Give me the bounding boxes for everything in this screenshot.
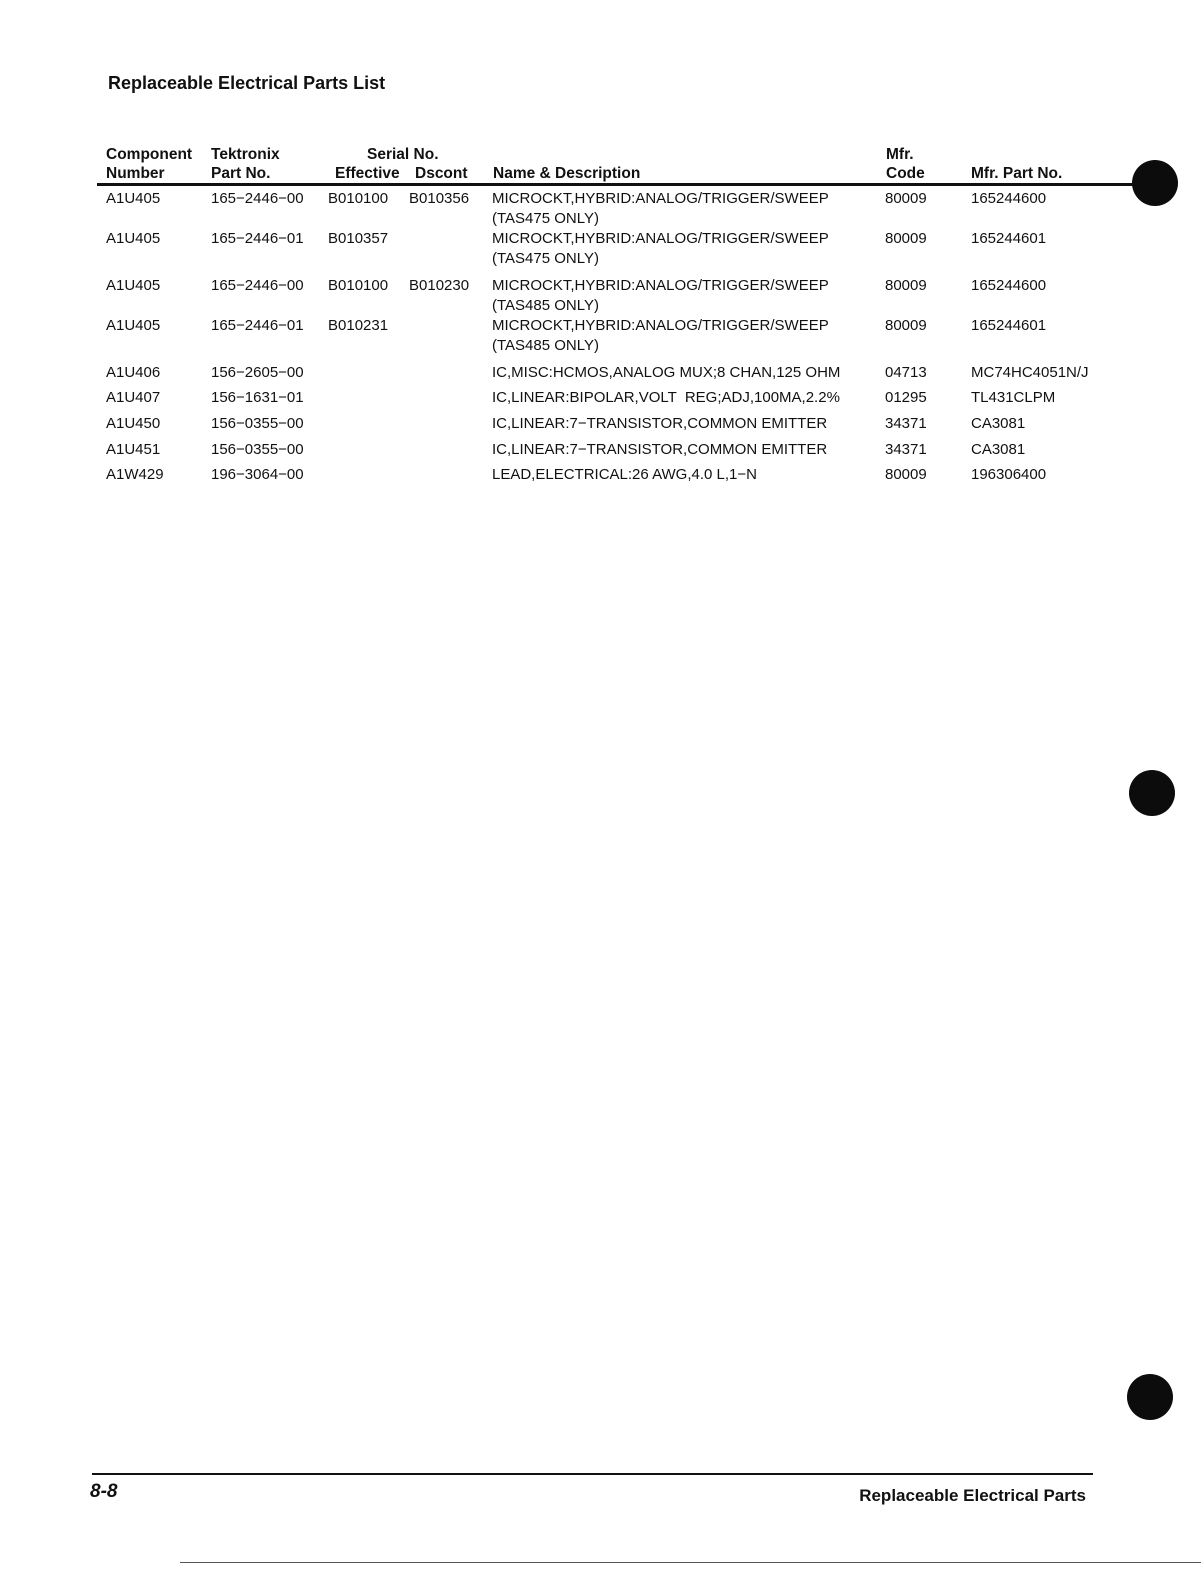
tektronix-part-no: 165−2446−00: [211, 190, 304, 207]
header-component-line2: Number: [106, 165, 165, 182]
component-number: A1U450: [106, 415, 161, 432]
serial-dscont: B010356: [409, 190, 470, 207]
mfr-part-no: MC74HC4051N/J: [971, 364, 1089, 381]
component-number: A1U451: [106, 441, 161, 458]
serial-effective: B010357: [328, 230, 389, 247]
punch-hole: [1127, 1374, 1173, 1420]
mfr-part-no: 165244601: [971, 230, 1047, 247]
tektronix-part-no: 156−0355−00: [211, 441, 304, 458]
mfr-code: 80009: [885, 230, 927, 247]
description-line2: (TAS475 ONLY): [492, 210, 599, 227]
header-mfr-part-no: Mfr. Part No.: [971, 165, 1063, 182]
serial-effective: B010231: [328, 317, 389, 334]
mfr-code: 04713: [885, 364, 927, 381]
description-line1: MICROCKT,HYBRID:ANALOG/TRIGGER/SWEEP: [492, 277, 829, 294]
description: IC,MISC:HCMOS,ANALOG MUX;8 CHAN,125 OHM: [492, 364, 841, 381]
mfr-code: 34371: [885, 441, 927, 458]
description: [492, 189, 829, 229]
mfr-part-no: 165244601: [971, 317, 1047, 334]
serial-dscont: B010230: [409, 277, 470, 294]
tektronix-part-no: 156−2605−00: [211, 364, 304, 381]
component-number: A1U405: [106, 190, 161, 207]
header-component-line1: Component: [106, 146, 193, 163]
serial-effective: B010100: [328, 277, 389, 294]
header-mfr-code: [886, 145, 925, 183]
header-component: [106, 145, 192, 183]
description: IC,LINEAR:BIPOLAR,VOLT REG;ADJ,100MA,2.2%: [492, 389, 840, 406]
footer-title: Replaceable Electrical Parts: [859, 1486, 1086, 1505]
punch-hole: [1129, 770, 1175, 816]
mfr-part-no: TL431CLPM: [971, 389, 1056, 406]
component-number: A1U407: [106, 389, 161, 406]
mfr-part-no: CA3081: [971, 441, 1026, 458]
component-number: A1U406: [106, 364, 161, 381]
description-line1: MICROCKT,HYBRID:ANALOG/TRIGGER/SWEEP: [492, 230, 829, 247]
tektronix-part-no: 165−2446−00: [211, 277, 304, 294]
header-dscont: Dscont: [415, 165, 468, 182]
header-rule: [97, 183, 1149, 186]
header-mfr-line1: Mfr.: [886, 146, 914, 163]
component-number: A1U405: [106, 277, 161, 294]
component-number: A1U405: [106, 230, 161, 247]
component-number: A1U405: [106, 317, 161, 334]
header-mfr-line2: Code: [886, 165, 925, 182]
description: [492, 316, 829, 356]
page-title: Replaceable Electrical Parts List: [108, 73, 386, 93]
component-number: A1W429: [106, 466, 164, 483]
footer-rule: [92, 1473, 1093, 1475]
description-line2: (TAS475 ONLY): [492, 250, 599, 267]
description-line2: (TAS485 ONLY): [492, 337, 599, 354]
punch-hole: [1132, 160, 1178, 206]
mfr-code: 80009: [885, 190, 927, 207]
description: IC,LINEAR:7−TRANSISTOR,COMMON EMITTER: [492, 415, 828, 432]
tektronix-part-no: 196−3064−00: [211, 466, 304, 483]
header-tektronix: [211, 145, 280, 183]
mfr-part-no: 196306400: [971, 466, 1047, 483]
mfr-code: 80009: [885, 466, 927, 483]
tektronix-part-no: 156−0355−00: [211, 415, 304, 432]
description-line1: MICROCKT,HYBRID:ANALOG/TRIGGER/SWEEP: [492, 317, 829, 334]
serial-effective: B010100: [328, 190, 389, 207]
header-tektronix-line1: Tektronix: [211, 146, 280, 163]
mfr-part-no: 165244600: [971, 277, 1047, 294]
description: [492, 229, 829, 269]
mfr-part-no: CA3081: [971, 415, 1026, 432]
mfr-code: 34371: [885, 415, 927, 432]
description-line2: (TAS485 ONLY): [492, 297, 599, 314]
description-line1: MICROCKT,HYBRID:ANALOG/TRIGGER/SWEEP: [492, 190, 829, 207]
header-tektronix-line2: Part No.: [211, 165, 271, 182]
page-number: 8-8: [90, 1481, 118, 1502]
header-serial: Serial No.: [367, 146, 439, 163]
mfr-part-no: 165244600: [971, 190, 1047, 207]
header-effective: Effective: [335, 165, 400, 182]
tektronix-part-no: 165−2446−01: [211, 230, 304, 247]
mfr-code: 01295: [885, 389, 927, 406]
description: LEAD,ELECTRICAL:26 AWG,4.0 L,1−N: [492, 466, 757, 483]
scan-edge-line: [180, 1562, 1201, 1563]
mfr-code: 80009: [885, 317, 927, 334]
tektronix-part-no: 165−2446−01: [211, 317, 304, 334]
description: [492, 276, 829, 316]
tektronix-part-no: 156−1631−01: [211, 389, 304, 406]
header-name-description: Name & Description: [493, 165, 641, 182]
description: IC,LINEAR:7−TRANSISTOR,COMMON EMITTER: [492, 441, 828, 458]
mfr-code: 80009: [885, 277, 927, 294]
